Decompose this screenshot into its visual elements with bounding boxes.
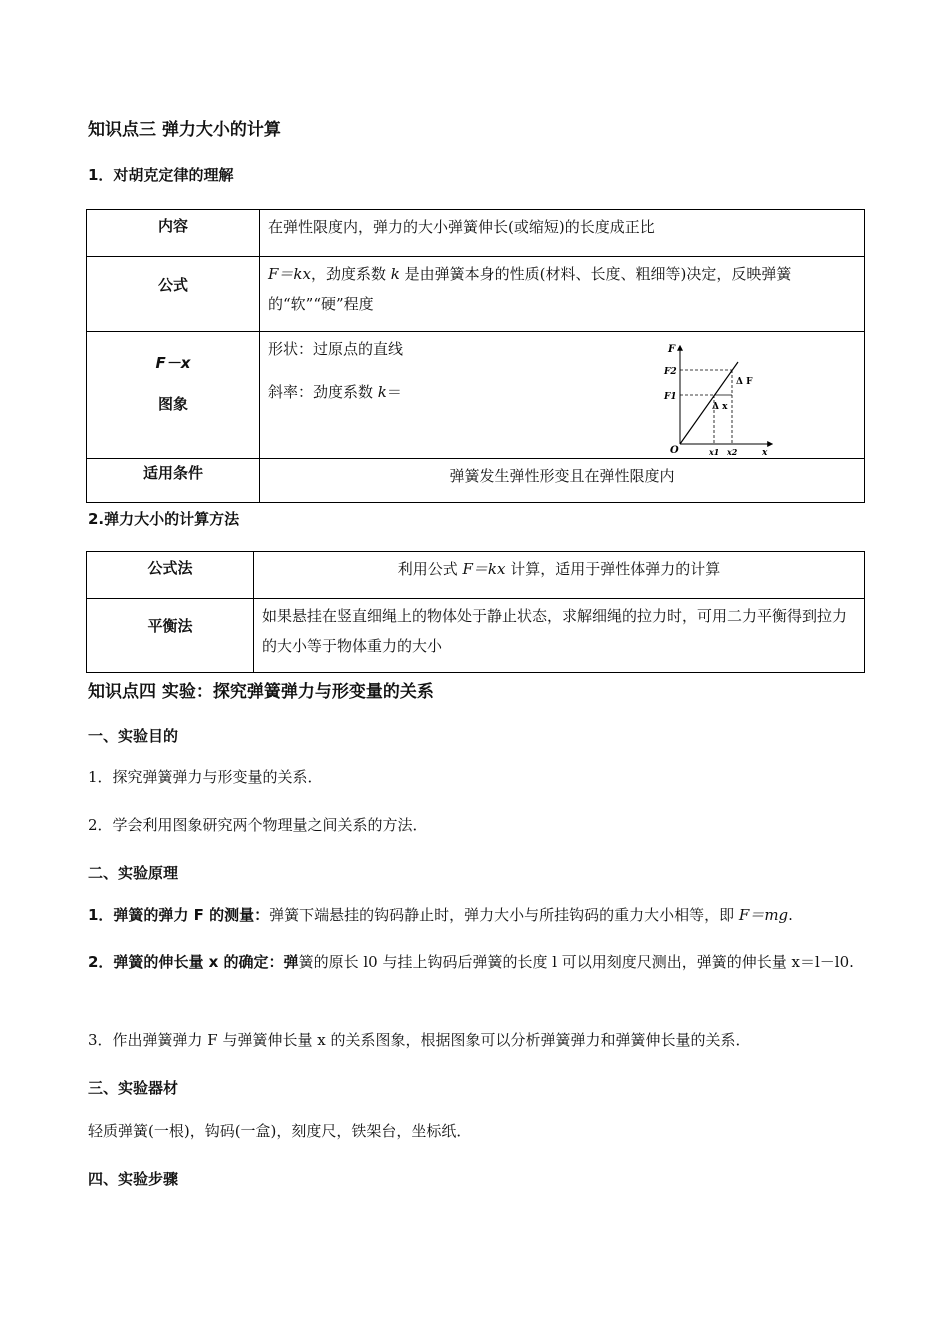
row-label-graph: 图象 (157, 395, 188, 413)
principle-p2-bold: 2．弹簧的伸长量 x 的确定：弹 (88, 953, 299, 971)
section4-title: 知识点四 实验：探究弹簧弹力与形变量的关系 (88, 682, 434, 702)
var-k: k (390, 265, 400, 283)
proportional-line (680, 362, 738, 444)
table-row (87, 210, 865, 257)
formula-text-b: 是由弹簧本身的性质(材料、长度、粗细等)决定，反映弹簧的“软”“硬”程度 (268, 265, 792, 313)
label-f2: F2 (664, 367, 677, 377)
principle-p1-formula: F＝mg (738, 906, 789, 924)
graph-shape-text: 形状：过原点的直线 (268, 340, 404, 358)
label-delta-f: Δ F (736, 377, 753, 387)
label-x-axis: x (762, 448, 768, 456)
method-formula: F＝kx (462, 560, 506, 578)
formula-description (260, 257, 864, 319)
principle-p1-text: 弹簧下端悬挂的钩码静止时，弹力大小与所挂钩码的重力大小相等，即 (269, 906, 739, 924)
heading-equipment: 三、实验器材 (88, 1079, 179, 1097)
method-prefix: 利用公式 (397, 560, 463, 578)
heading-steps: 四、实验步骤 (88, 1170, 179, 1188)
label-f-axis: F (668, 344, 676, 355)
principle-p1-bold: 1．弹簧的弹力 F 的测量： (88, 906, 270, 924)
label-origin: O (670, 445, 679, 456)
equipment-list: 轻质弹簧(一根)，钩码(一盒)，刻度尺，铁架台，坐标纸． (88, 1122, 472, 1140)
label-delta-x: Δ x (712, 402, 728, 412)
heading-purpose: 一、实验目的 (88, 727, 179, 745)
hooke-formula: F＝kx (268, 265, 311, 283)
row-label-formula: 公式 (157, 276, 188, 294)
calculation-methods-table (86, 551, 865, 673)
subheading-hooke-law: 1．对胡克定律的理解 (88, 166, 234, 184)
purpose-item-1: 1．探究弹簧弹力与形变量的关系． (88, 768, 323, 786)
principle-p2-text: 簧的原长 l0 与挂上钩码后弹簧的长度 l 可以用刻度尺测出，弹簧的伸长量 x＝l－l0. (298, 953, 854, 971)
heading-principle: 二、实验原理 (88, 864, 179, 882)
principle-p2 (88, 947, 868, 977)
slope-var: k (377, 383, 387, 401)
label-f1: F1 (664, 392, 677, 402)
principle-p3: 3．作出弹簧弹力 F 与弹簧伸长量 x 的关系图象，根据图象可以分析弹簧弹力和弹簧伸长量的关系． (88, 1031, 751, 1049)
slope-suffix: ＝ (386, 383, 402, 401)
subheading-methods: 2.弹力大小的计算方法 (88, 510, 240, 528)
row-label-condition: 适用条件 (142, 464, 203, 482)
formula-text-a: ，劲度系数 (310, 265, 391, 283)
row-content-text: 在弹性限度内，弹力的大小弹簧伸长(或缩短)的长度成正比 (268, 218, 655, 236)
row-label-fx: F－x (155, 354, 191, 372)
table-row (87, 599, 865, 673)
label-x2: x2 (727, 447, 738, 456)
method-formula-text (254, 552, 864, 584)
method-balance-text: 如果悬挂在竖直细绳上的物体处于静止状态，求解细绳的拉力时，可用二力平衡得到拉力的大小等于物体重力的大小 (262, 607, 848, 655)
fx-graph (660, 338, 780, 456)
principle-p1 (88, 900, 868, 930)
slope-prefix: 斜率：劲度系数 (268, 383, 378, 401)
table-row (87, 332, 865, 459)
principle-p1-end: . (788, 906, 793, 924)
row-label-content: 内容 (157, 217, 188, 235)
method-label-formula: 公式法 (147, 559, 193, 577)
purpose-item-2: 2．学会利用图象研究两个物理量之间关系的方法． (88, 816, 428, 834)
method-label-balance: 平衡法 (147, 617, 193, 635)
label-x1: x1 (709, 447, 720, 456)
table-row (87, 552, 865, 599)
table-row (87, 459, 865, 503)
hooke-law-table (86, 209, 865, 503)
method-suffix: 计算，适用于弹性体弹力的计算 (505, 560, 721, 578)
condition-text: 弹簧发生弹性形变且在弹性限度内 (449, 467, 675, 485)
section3-title: 知识点三 弹力大小的计算 (88, 120, 281, 140)
table-row (87, 257, 865, 332)
